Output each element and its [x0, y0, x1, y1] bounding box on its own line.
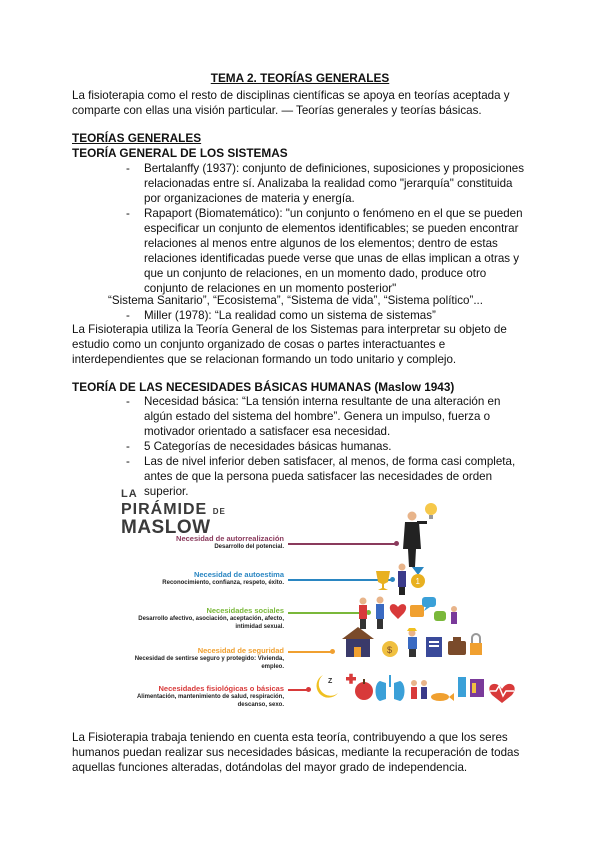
people-icon-2 — [451, 606, 457, 624]
trophy-icon — [376, 571, 390, 590]
heartbeat-icon — [489, 684, 514, 703]
closing-paragraph: La Fisioterapia trabaja teniendo en cuenta esta teoría, contribuyendo a que los seres humanos puedan realizar sus necesidades básicas, mediante la recuperación de todas aquellas funciones alteradas, dotándolas del mayor grado de independencia. — [72, 731, 520, 774]
logo-line-1: LA — [121, 488, 138, 500]
section-heading-general: TEORÍAS GENERALES — [72, 131, 202, 145]
svg-text:$: $ — [387, 645, 393, 655]
level-desc: Reconocimiento, confianza, respeto, éxito. — [162, 580, 284, 586]
level-title: Necesidades sociales — [206, 606, 284, 615]
systems-paragraph: La Fisioterapia utiliza la Teoría General de los Sistemas para interpretar su objeto de estudio como un conjunto organizado de cosas o partes interactuantes e interdependientes que se relacionan formando un todo unitario y complejo. — [72, 323, 507, 366]
svg-text:1: 1 — [415, 577, 420, 586]
list-item: - 5 Categorías de necesidades básicas humanas. — [120, 439, 530, 454]
man-icon — [398, 564, 406, 596]
level-desc: Alimentación, mantenimiento de salud, respiración, descanso, sexo. — [136, 694, 284, 708]
house-icon — [342, 627, 374, 657]
section-heading-needs: TEORÍA DE LAS NECESIDADES BÁSICAS HUMANAS (Maslow 1943) — [72, 380, 455, 394]
list-item: - Miller (1978): “La realidad como un sistema de sistemas” — [120, 308, 530, 323]
level-title: Necesidad de autorrealización — [176, 534, 284, 543]
level-title: Necesidad de autoestima — [193, 570, 284, 579]
heart-icon — [390, 604, 406, 619]
thumbs-up-icon — [410, 605, 424, 617]
money-bag-icon — [382, 641, 398, 657]
list-item: - Las de nivel inferior deben satisfacer, al menos, de forma casi completa, antes de que la persona pueda satisfacer las necesidades de orden superior. — [120, 454, 530, 499]
couple-icon — [411, 680, 427, 699]
apple-icon — [355, 679, 373, 700]
document-icon — [426, 637, 442, 657]
pyramid-icons — [118, 487, 528, 709]
list-item: - Bertalanffy (1937): conjunto de definiciones, suposiciones y proposiciones relacionadas entre sí. Analizaba la realidad como "jerarquía" constituida por organizaciones de materia y energía. — [120, 161, 530, 206]
maslow-pyramid-figure — [118, 487, 528, 709]
subheading-systems: TEORÍA GENERAL DE LOS SISTEMAS — [72, 146, 288, 160]
fish-icon — [431, 693, 454, 701]
systems-bullet-list — [120, 161, 530, 296]
page-title: TEMA 2. TEORÍAS GENERALES — [210, 71, 390, 85]
utensils-icon — [470, 679, 484, 697]
logo-word-de: DE — [212, 507, 226, 516]
worker-icon — [407, 628, 417, 657]
level-desc: Necesidad de sentirse seguro y protegido: Vivienda, empleo. — [134, 656, 284, 670]
medical-cross-icon — [346, 674, 356, 684]
needs-bullet-list — [120, 394, 530, 499]
level-title: Necesidad de seguridad — [197, 646, 284, 655]
water-icon — [458, 677, 466, 697]
chat-bubble-icon — [422, 597, 446, 621]
lungs-icon — [376, 675, 405, 701]
moon-icon — [317, 675, 338, 698]
systems-examples: “Sistema Sanitario”, “Ecosistema”, “Sistema de vida”, “Sistema político”... — [108, 294, 483, 307]
svg-text:Z: Z — [328, 678, 333, 685]
level-desc: Desarrollo afectivo, asociación, aceptación, afecto, intimidad sexual. — [138, 616, 284, 630]
briefcase-icon — [448, 637, 466, 655]
logo-line-3: MASLOW — [121, 517, 211, 538]
padlock-icon — [470, 634, 482, 655]
list-item: - Necesidad básica: “La tensión interna resultante de una alteración en algún estado del sistema del hombre”. Genera un impulso, fuerza o motivador orientado a satisfacer esa necesidad. — [120, 394, 530, 439]
level-title: Necesidades fisiológicas o básicas — [158, 684, 284, 693]
systems-bullet-list-2 — [120, 308, 530, 323]
people-icon — [359, 597, 384, 630]
logo-word-piramide: PIRÁMIDE — [121, 501, 208, 518]
list-item: - Rapaport (Biomatemático): "un conjunto o fenómeno en el que se pueden especificar un conjunto de elementos identificables; se pueden encontrar relaciones al menos entre algunos de los elementos; dentro de estas relaciones identificadas puede verse que unas de ellas implican a otras y que un conjunto de relaciones, en un momento dado, produce otro conjunto de relaciones en un momento posterior" — [120, 206, 530, 296]
businessman-icon — [403, 503, 437, 567]
medal-icon — [411, 567, 425, 588]
level-desc: Desarrollo del potencial. — [214, 544, 284, 550]
intro-paragraph: La fisioterapia como el resto de disciplinas científicas se apoya en teorías aceptada y comparte con ellas una visión particular. — Teorías generales y teorías básicas. — [72, 89, 510, 117]
